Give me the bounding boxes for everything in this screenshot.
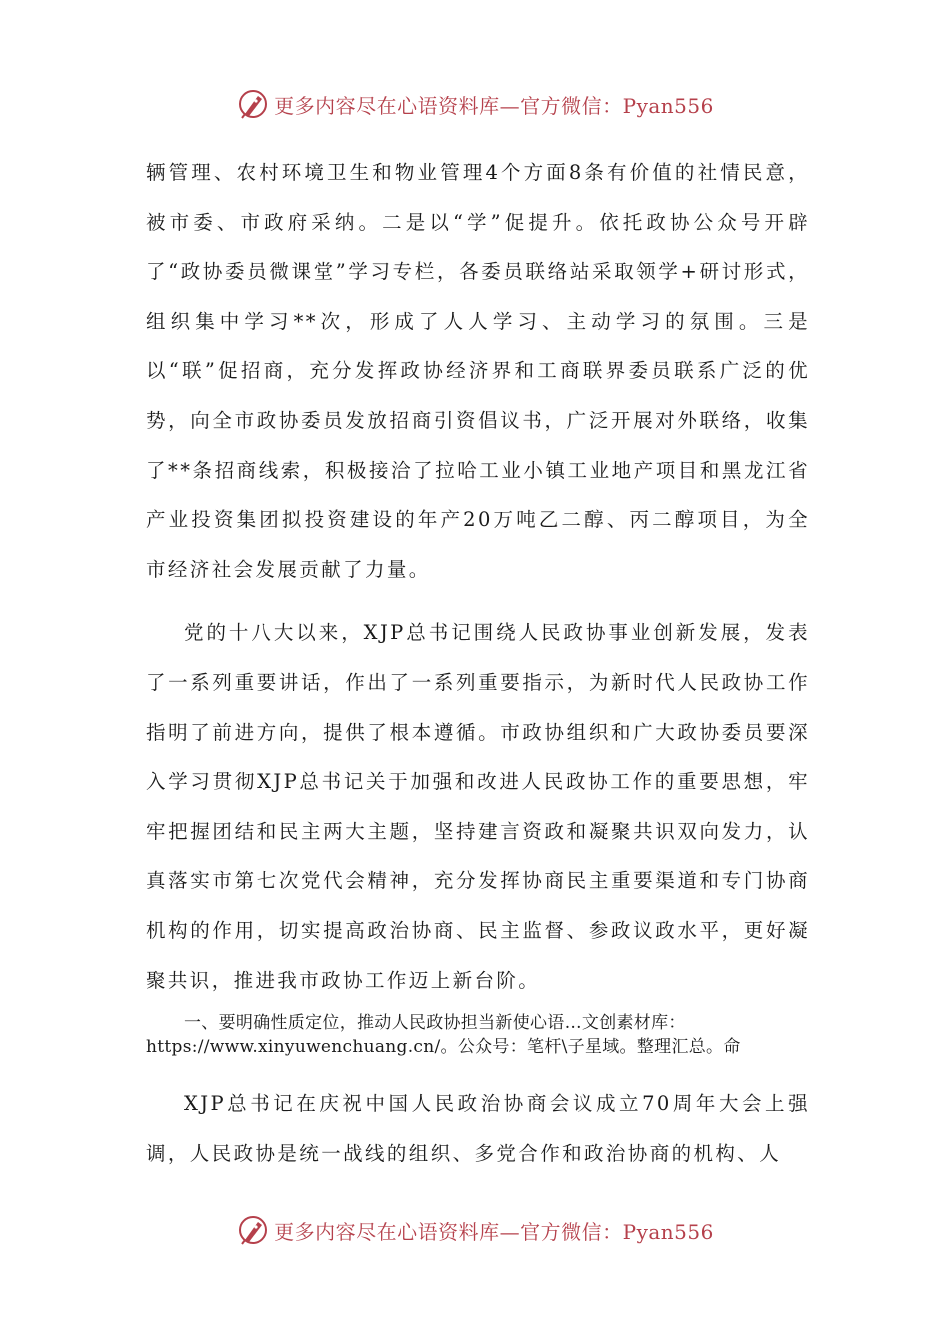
pen-nib-logo-icon	[236, 1213, 270, 1247]
document-body	[146, 148, 810, 1178]
footer-banner-text: 更多内容尽在心语资料库—官方微信：Pyan556	[274, 1219, 714, 1244]
section-heading	[146, 1011, 810, 1059]
body-paragraph: 党的十八大以来，XJP总书记围绕人民政协事业创新发展，发表了一系列重要讲话，作出了一系列重要指示，为新时代人民政协工作指明了前进方向，提供了根本遵循。市政协组织和广大政协委员要深入学习贯彻XJP总书记关于加强和改进人民政协工作的重要思想，牢牢把握团结和民主两大主题，坚持建言资政和凝聚共识双向发力，认真落实市第七次党代会精神，充分发挥协商民主重要渠道和专门协商机构的作用，切实提高政治协商、民主监督、参政议政水平，更好凝聚共识，推进我市政协工作迈上新台阶。	[146, 621, 810, 992]
pen-nib-logo-icon	[236, 87, 270, 121]
section-heading-line: https://www.xinyuwenchuang.cn/。公众号：笔杆\子星域。整理汇总。命	[146, 1037, 741, 1058]
body-paragraph: XJP总书记在庆祝中国人民政治协商会议成立70周年大会上强调，人民政协是统一战线的组织、多党合作和政治协商的机构、人	[146, 1092, 810, 1165]
footer-banner	[0, 1208, 950, 1252]
header-banner	[0, 82, 950, 126]
body-paragraph: 辆管理、农村环境卫生和物业管理4个方面8条有价值的社情民意，被市委、市政府采纳。二是以“学”促提升。依托政协公众号开辟了“政协委员微课堂”学习专栏，各委员联络站采取领学+研讨形式，组织集中学习**次，形成了人人学习、主动学习的氛围。三是以“联”促招商，充分发挥政协经济界和工商联界委员联系广泛的优势，向全市政协委员发放招商引资倡议书，广泛开展对外联络，收集了**条招商线索，积极接洽了拉哈工业小镇工业地产项目和黑龙江省产业投资集团拟投资建设的年产20万吨乙二醇、丙二醇项目，为全市经济社会发展贡献了力量。	[146, 161, 810, 581]
header-banner-text: 更多内容尽在心语资料库—官方微信：Pyan556	[274, 93, 714, 118]
section-heading-line: 一、要明确性质定位，推动人民政协担当新使心语…文创素材库：	[184, 1013, 686, 1034]
